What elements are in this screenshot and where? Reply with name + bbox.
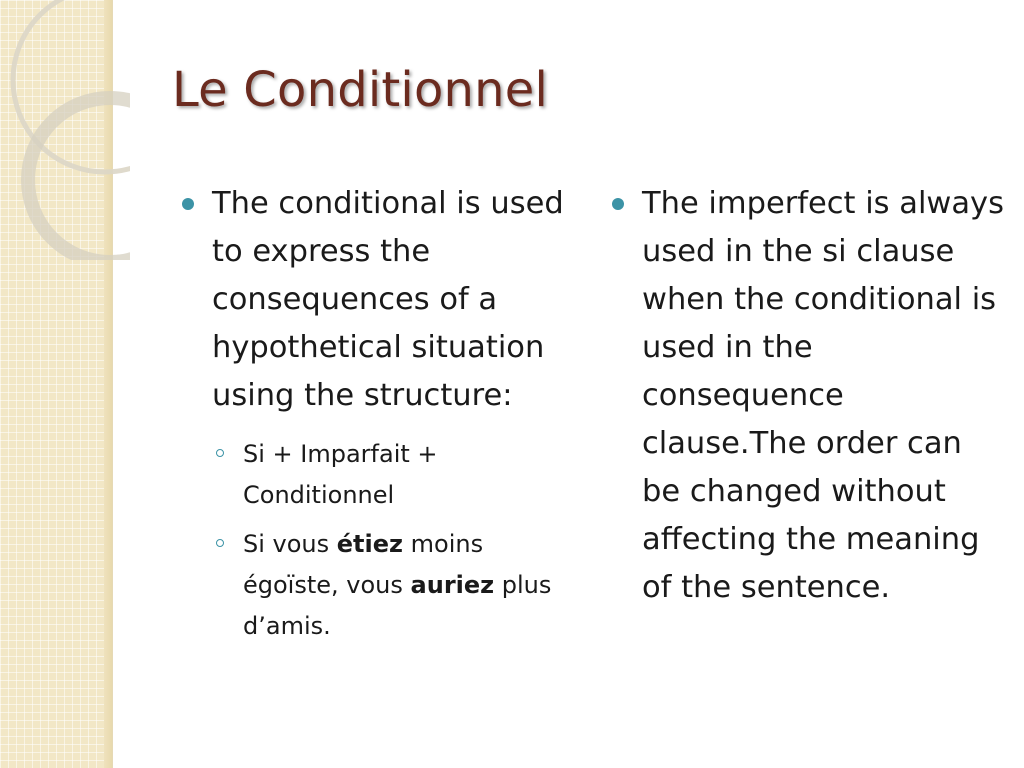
left-column [182, 180, 572, 655]
example-text-part: Si vous [243, 530, 337, 558]
decorative-rings-icon [0, 0, 130, 260]
example-bold-verb: étiez [336, 530, 403, 558]
bullet-dot-icon [612, 198, 624, 210]
right-column [612, 180, 1007, 612]
example-text-part: moins égoïste, vous [243, 530, 484, 599]
bullet-item [182, 180, 572, 420]
sub-list [182, 434, 572, 647]
bullet-text: The conditional is used to express the consequences of a hypothetical situation using the structure: [212, 186, 564, 413]
slide-title: Le Conditionnel [172, 62, 549, 118]
bullet-text: The imperfect is always used in the si clause when the conditional is used in the consequence clause.The order can be changed without affecting the meaning of the sentence. [642, 186, 1004, 605]
sub-item-example [182, 524, 572, 647]
sub-bullet-icon [216, 539, 224, 547]
sub-bullet-icon [216, 449, 224, 457]
example-text-part: plus d’amis. [243, 571, 552, 640]
sub-item [182, 434, 572, 516]
bullet-dot-icon [182, 198, 194, 210]
bullet-item [612, 180, 1007, 612]
example-bold-verb: auriez [410, 571, 495, 599]
sub-item-text: Si + Imparfait + Conditionnel [243, 440, 438, 509]
